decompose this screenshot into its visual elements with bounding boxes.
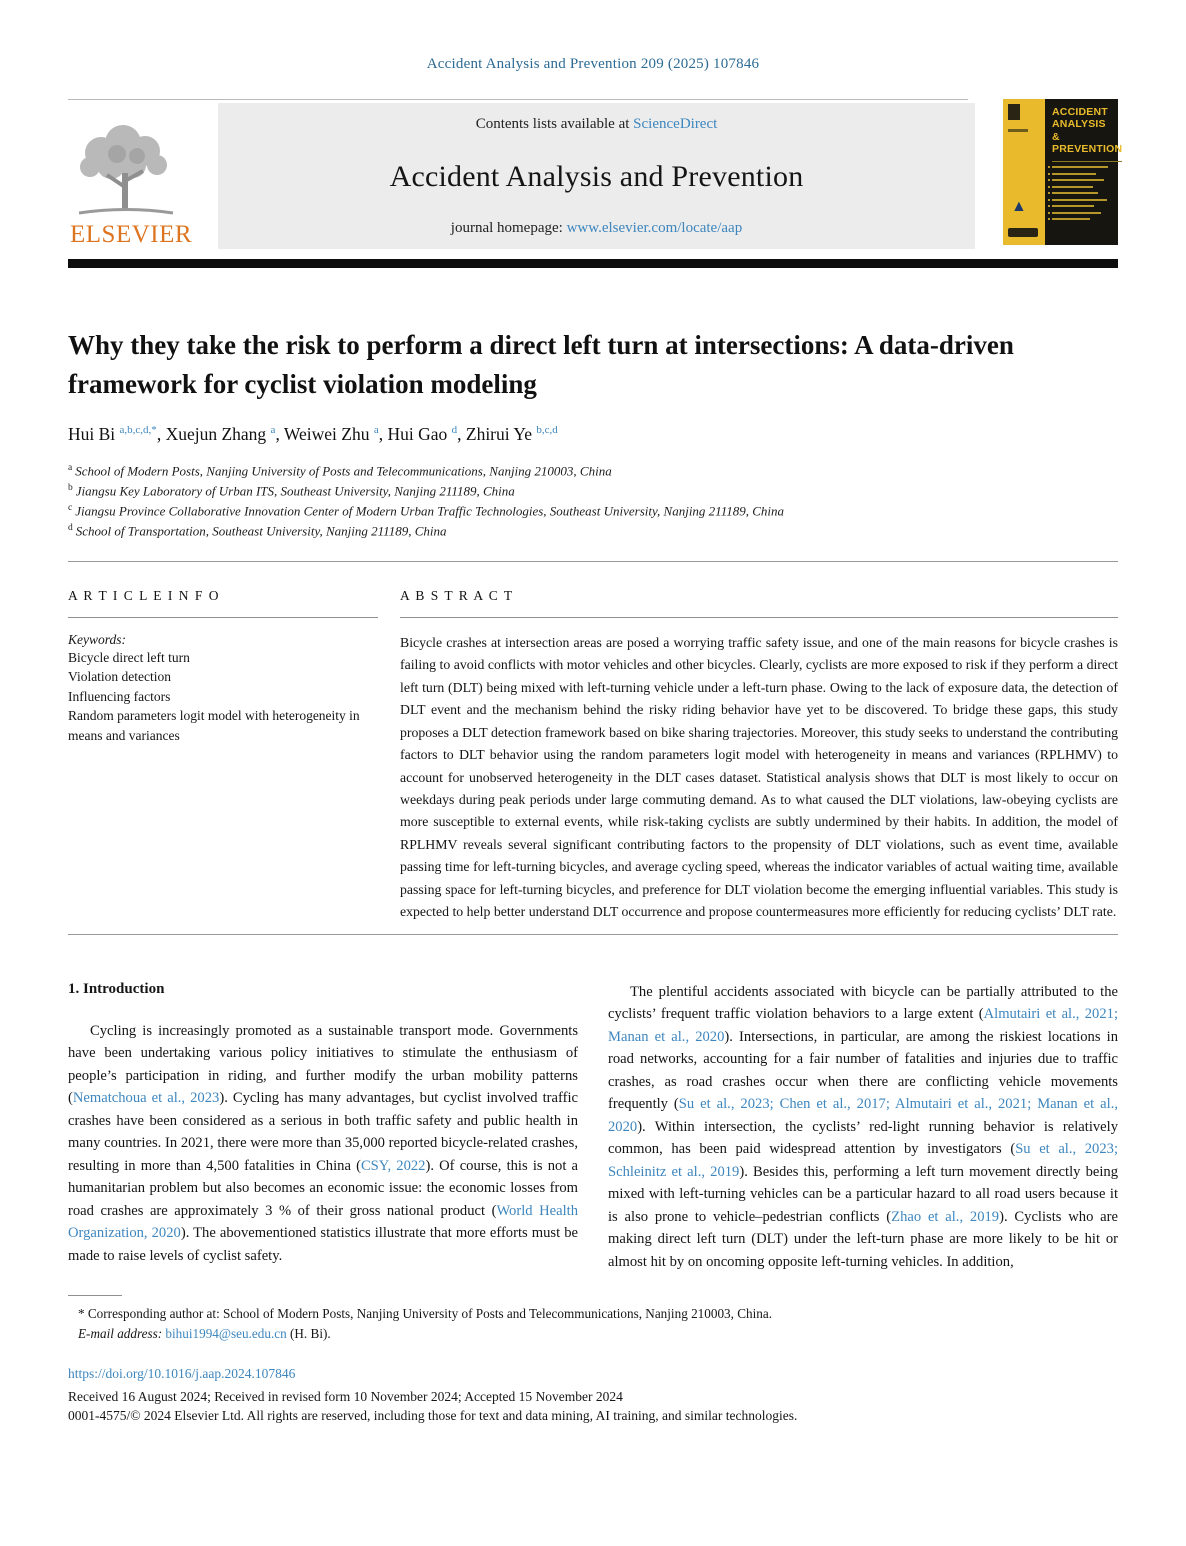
abstract-column (400, 588, 1118, 924)
article-info-header: A R T I C L E I N F O (68, 587, 221, 603)
affiliation-line (68, 501, 1118, 521)
cover-sciencedirect-badge (1008, 228, 1038, 237)
citation-link[interactable]: Zhao et al., 2019 (891, 1208, 1000, 1225)
elsevier-wordmark: ELSEVIER (70, 221, 193, 248)
journal-homepage-link[interactable]: www.elsevier.com/locate/aap (566, 220, 743, 236)
author-separator: , (275, 424, 284, 445)
text-segment: ). Besides this, performing a left turn movement directly being mixed with left-turning vehicles can be a particular hazard to all road users because it is also prone to vehicle–pedestrian conflicts ( (608, 1163, 1118, 1225)
citation-link[interactable]: Su et al., 2023; Schleinitz et al., 2019 (608, 1141, 1118, 1180)
sciencedirect-link[interactable]: ScienceDirect (633, 116, 718, 132)
author-name: Zhirui Ye (465, 424, 537, 445)
author-name: Hui Bi (68, 424, 120, 445)
list-item: Violation detection (68, 669, 172, 685)
cover-topic-list-decoration (1052, 166, 1122, 220)
corresponding-author-note: * Corresponding author at: School of Modern Posts, Nanjing University of Posts and Telecommunications, Nanjing 210003, China. (78, 1305, 773, 1321)
keywords-label: Keywords: (68, 631, 126, 647)
cover-yellow-strip (1003, 99, 1045, 245)
affiliation-text: School of Transportation, Southeast University, Nanjing 211189, China (75, 523, 447, 539)
article-info-rule (68, 617, 378, 618)
received-dates: Received 16 August 2024; Received in revised form 10 November 2024; Accepted 15 November 2024 (68, 1388, 623, 1404)
cover-pyramid-icon: ▲ (1011, 198, 1027, 215)
cover-emblem (1008, 104, 1020, 120)
citation-link[interactable]: Almutairi et al., 2021; Manan et al., 2020 (608, 1006, 1118, 1045)
affiliation-sup: b (68, 483, 73, 494)
body-left-column (68, 981, 578, 1273)
affiliation-text: School of Modern Posts, Nanjing University of Posts and Telecommunications, Nanjing 210003, China (75, 463, 612, 479)
cover-title-panel (1045, 99, 1128, 245)
text-segment: ). Within intersection, the cyclists’ red-light running behavior is relatively common, has been paid widespread attention by investigators ( (608, 1118, 1118, 1158)
affiliation-sup: d (68, 522, 73, 533)
journal-homepage-line (228, 220, 965, 237)
author-separator: , (457, 424, 466, 445)
list-item: ACCIDENT (1052, 106, 1108, 118)
doi-link[interactable]: https://doi.org/10.1016/j.aap.2024.107846 (68, 1365, 296, 1381)
email-line (78, 1324, 1118, 1344)
list-item: Influencing factors (68, 688, 171, 704)
affiliation-sup: a (68, 463, 73, 474)
cover-rule (1052, 161, 1122, 162)
journal-cover-thumbnail (1003, 99, 1123, 245)
keywords-list (68, 648, 378, 746)
text-segment: E-mail address: (78, 1325, 166, 1341)
affiliation-text: Jiangsu Key Laboratory of Urban ITS, Southeast University, Nanjing 211189, China (75, 483, 515, 499)
citation-link[interactable]: Nematchoua et al., 2023 (72, 1090, 220, 1107)
affiliation-sup: c (68, 502, 73, 513)
abstract-text: Bicycle crashes at intersection areas are posed a worrying traffic safety issue, and one of the main reasons for bicycle crashes is failing to avoid conflicts with motor vehicles and other bicycles. Clearly, cyclists are more exposed to risk if they perform a direct left turn (DLT) being mixed with left-turning vehicle under a left-turn phase. Owing to the lack of exposure data, the detection of DLT event and the mechanism behind the risky riding behavior have yet to be discovered. To bridge these gaps, this study proposes a DLT detection framework based on bike sharing trajectories. Moreover, this study seeks to understand the contributing factors to DLT behavior using the random parameters logit model with heterogeneity in means and variances (RPLHMV) to account for unobserved heterogeneity in the DLT cases dataset. Statistical analysis shows that DLT is most likely to occur on weekdays during peak periods under large commuting demand. As to what caused the DLT violations, law-obeying cyclists are more susceptible to external events, while risk-taking cyclists are subtly undermined by their habits. In addition, the model of RPLHMV reveals several significant contributing factors to the propensity of DLT violations, such as event time, available passing time for left-turning bicycles, and average cycling speed, whereas the indicator variables of actual waiting time, available passing space for left-turning bicycles, and preference for DLT violation become the emerging influential variables. This study is expected to help better understand DLT occurrence and propose countermeasures more efficiently for reducing cyclists’ DLT rate. (400, 634, 1118, 920)
article-title: Why they take the risk to perform a direct left turn at intersections: A data-driven framework for cyclist violation modeling (68, 330, 1014, 400)
list-item: & (1052, 130, 1060, 143)
info-abstract-section (68, 588, 1118, 924)
elsevier-tree-icon (70, 123, 182, 219)
text-segment: Cycling is increasingly promoted as a sustainable transport mode. Governments have been undertaking various policy initiatives to stimulate the enthusiasm of people’s participation in riding, and further modify the urban mobility patterns ( (68, 1022, 578, 1107)
citation-link[interactable]: CSY, 2022 (360, 1157, 426, 1174)
author-affiliation-sup[interactable]: a (373, 424, 379, 437)
author-affiliation-sup[interactable]: d (451, 424, 458, 437)
author-affiliation-sup[interactable]: a (270, 424, 276, 437)
text-segment: journal homepage: (450, 220, 567, 236)
copyright-line: 0001-4575/© 2024 Elsevier Ltd. All rights are reserved, including those for text and data mining, AI training, and similar technologies. (68, 1407, 798, 1423)
divider-rule (68, 561, 1118, 562)
doi-line (68, 1366, 1118, 1382)
footnote-block (68, 1304, 1118, 1344)
introduction-paragraph-1 (68, 1020, 578, 1267)
citation-link[interactable]: Su et al., 2023; Chen et al., 2017; Almutairi et al., 2021; Manan et al., 2020 (608, 1096, 1118, 1135)
affiliation-line (68, 481, 1118, 501)
citation-link[interactable]: World Health Organization, 2020 (68, 1202, 578, 1242)
journal-reference: Accident Analysis and Prevention 209 (2025) 107846 (426, 56, 760, 72)
text-segment: ). Cycling has many advantages, but cyclist involved traffic crashes have been considered as a serious in both traffic safety and public health in many countries. In 2021, there were more than 35,000 reported bicycle-related crashes, resulting in more than 4,500 fatalities in China ( (68, 1090, 578, 1174)
author-name: Xuejun Zhang (165, 424, 271, 445)
affiliation-text: Jiangsu Province Collaborative Innovation Center of Modern Urban Traffic Technologies, Southeast University, Nanjing 211189, China (75, 503, 785, 519)
author-name: Hui Gao (387, 424, 452, 445)
affiliation-line (68, 461, 1118, 481)
masthead-top-rule (68, 99, 968, 100)
author-separator: , (378, 424, 388, 445)
text-segment: ). Cyclists who are making direct left turn (DLT) under the left-turn phase are more likely to be hit or almost hit by on oncoming opposite left-turning vehicles. In addition, (608, 1208, 1119, 1270)
text-segment: ). Of course, this is not a humanitarian problem but also becomes an economic issue: the economic losses from road crashes are approximately 3 % of their gross national product ( (68, 1157, 579, 1219)
list-item: Bicycle direct left turn (68, 649, 190, 665)
list-item: Random parameters logit model with heterogeneity in means and variances (68, 708, 360, 743)
abstract-header: A B S T R A C T (400, 587, 514, 603)
masthead (68, 103, 1123, 249)
journal-title: Accident Analysis and Prevention (389, 159, 804, 193)
list-item: ANALYSIS (1052, 118, 1106, 131)
article-info-column (68, 588, 378, 924)
contents-list-line (228, 116, 965, 133)
author-affiliation-sup[interactable]: a,b,c,d,* (119, 424, 157, 437)
text-segment: The plentiful accidents associated with bicycle can be partially attributed to the cyclists’ frequent traffic violation behaviors to a large extent ( (608, 983, 1118, 1023)
author-affiliation-sup[interactable]: b,c,d (536, 424, 558, 437)
text-segment: ). The abovementioned statistics illustrate that more efforts must be made to raise levels of cyclist safety. (68, 1225, 578, 1264)
masthead-black-bar (68, 259, 1118, 268)
abstract-bottom-rule (68, 934, 1118, 935)
author-list (68, 424, 1118, 445)
affiliation-line (68, 521, 1118, 541)
section-heading-introduction: 1. Introduction (68, 980, 165, 997)
cover-issn-mark (1008, 129, 1028, 132)
email-link[interactable]: bihui1994@seu.edu.cn (165, 1325, 287, 1341)
text-segment: ). Intersections, in particular, are among the riskiest locations in road networks, accounting for a fair number of fatalities and injuries due to traffic crashes, as road crashes occur when there are conflicting vehicle movements frequently ( (608, 1028, 1118, 1113)
elsevier-logo (68, 103, 218, 249)
author-name: Weiwei Zhu (283, 424, 374, 445)
introduction-paragraph-2 (608, 981, 1118, 1273)
body-right-column (608, 981, 1118, 1273)
text-segment: Contents lists available at (475, 116, 634, 132)
affiliations (68, 461, 1118, 540)
abstract-rule (400, 617, 1118, 618)
footnote-rule (68, 1295, 122, 1296)
cover-title (1052, 106, 1122, 156)
text-segment: (H. Bi). (286, 1325, 331, 1341)
body-columns (68, 981, 1118, 1273)
journal-banner (218, 103, 975, 249)
author-separator: , (156, 424, 166, 445)
list-item: PREVENTION (1052, 143, 1123, 156)
